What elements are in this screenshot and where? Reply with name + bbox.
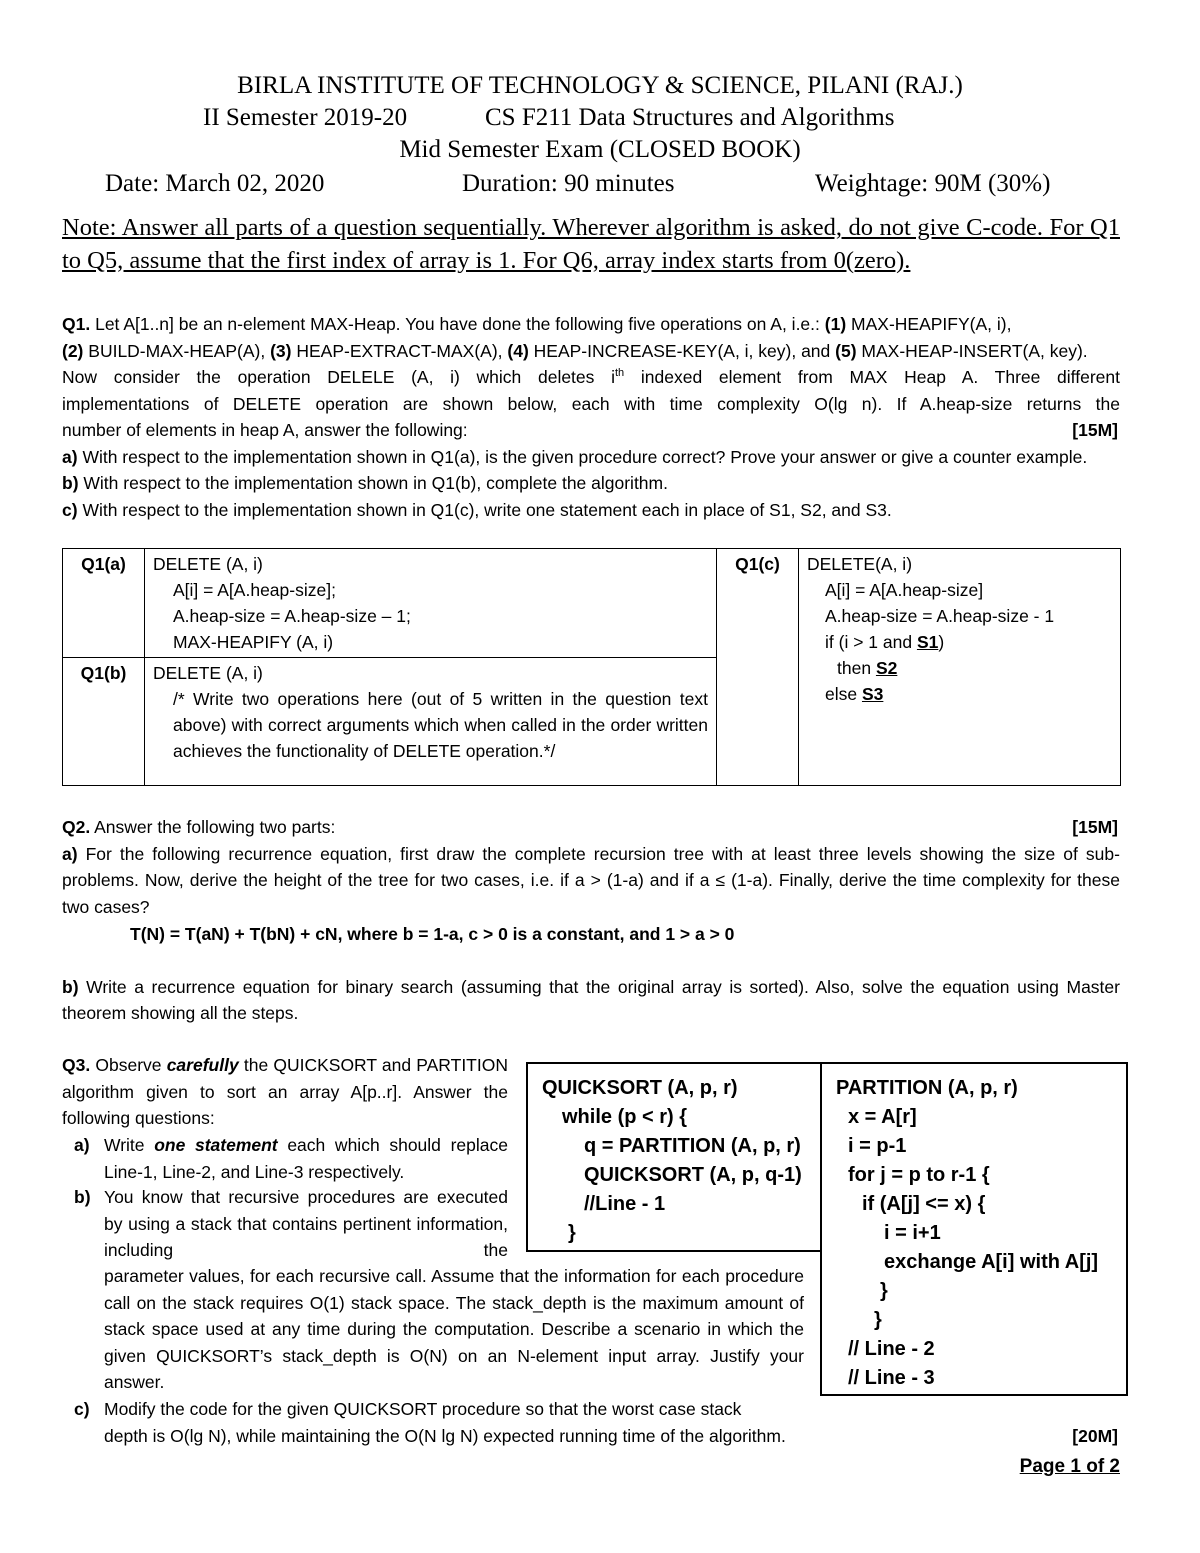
pt-line: } [874,1309,882,1331]
recurrence-equation: T(N) = T(aN) + T(bN) + cN, where b = 1-a, c > 0 is a constant, and 1 > a > 0 [130,924,735,944]
qs-line: q = PARTITION (A, p, r) [584,1135,801,1157]
q2b-label: b) [62,976,79,997]
op1-num: (1) [824,314,847,334]
op3-text: HEAP-EXTRACT-MAX(A), [296,340,503,361]
q1c-if: if (i > 1 and [825,632,917,652]
q1-intro [62,311,1120,523]
q3c-label: c) [74,1399,90,1419]
course-name: CS F211 Data Structures and Algorithms [485,104,895,131]
q1a-label: a) [62,446,78,467]
q2-number: Q2. [62,817,91,837]
s2-blank: S2 [875,658,898,678]
s3-blank: S3 [861,684,884,704]
exam-title: Mid Semester Exam (CLOSED BOOK) [399,136,801,163]
q1c-line: A.heap-size = A.heap-size - 1 [825,606,1055,626]
pt-line: exchange A[i] with A[j] [884,1251,1099,1273]
q1-line5: number of elements in heap A, answer the following: [62,420,468,440]
q2-block [62,814,1120,1027]
exam-note: Note: Answer all parts of a question sequentially. Wherever algorithm is asked, do not give C-code. For Q1 to Q5, assume that the first index of array is 1. For Q6, array index starts from 0(zero). [62,214,1120,274]
q3b-label: b) [74,1187,91,1207]
q1c-paren: ) [938,632,945,652]
q3-intro2: the QUICKSORT and PARTITION algorithm given to sort an array A[p..r]. Answer the following questions: [62,1055,508,1128]
q1a-line: A[i] = A[A.heap-size]; [173,580,336,600]
q3a-block [62,1132,508,1185]
q1c-line: A[i] = A[A.heap-size] [825,580,984,600]
q1b-label: b) [62,473,79,493]
pt-line: for j = p to r-1 { [848,1164,990,1186]
q1c-line: DELETE(A, i) [807,554,913,574]
pt-line: } [880,1280,888,1302]
q3a-label: a) [74,1135,90,1155]
q2-marks: [15M] [1072,817,1118,837]
quicksort-box [526,1062,822,1252]
q1c-else: else [825,684,862,704]
pt-line: x = A[r] [848,1106,917,1128]
q3b-top [62,1184,508,1264]
q1-line3b: indexed element from MAX Heap A. Three different [640,367,1120,387]
op1-text: MAX-HEAPIFY(A, i), [851,314,1012,334]
q3b-top-text: You know that recursive procedures are executed by using a stack that contains pertinent information, including the [104,1187,508,1260]
q1c-label: c) [62,499,78,520]
q1c-line [807,655,1112,681]
q3-carefully: carefully [166,1055,239,1075]
op4-num: (4) [507,340,529,361]
q1c-cell-label: Q1(c) [717,549,799,786]
q3-marks: [20M] [1072,1425,1118,1446]
partition-box [820,1062,1128,1396]
q3a-emph: one statement [154,1135,278,1155]
q1b-comment: /* Write two operations here (out of 5 written in the question text above) with correct arguments which when called in the order written achieves the functionality of DELETE operation.*/ [173,689,708,761]
q1-intro-text: Let A[1..n] be an n-element MAX-Heap. You have done the following five operations on A, i.e.: [95,314,820,334]
op4-text: HEAP-INCREASE-KEY(A, i, key), and [533,340,831,361]
op5-text: MAX-HEAP-INSERT(A, key). [861,340,1088,361]
q1a-code [145,549,717,658]
q1-line4: implementations of DELETE operation are shown below, each with time complexity O(lg n). If A.heap-size returns the [62,393,1120,414]
qs-line: while (p < r) { [562,1106,688,1128]
q1c-then: then [837,658,876,678]
qs-line: } [568,1222,576,1244]
op2-text: BUILD-MAX-HEAP(A), [88,340,266,361]
q1-table [62,548,1121,786]
page-number: Page 1 of 2 [1019,1456,1120,1477]
qs-line: //Line - 1 [584,1193,666,1215]
q3b-rest: parameter values, for each recursive call. Assume that the information for each procedure call on the stack requires O(1) stack space. The stack_depth is the maximum amount of stack space used at any time during the computation. Describe a scenario in which the given QUICKSORT’s stack_depth is O(N) on an N-element input array. Justify your answer. [104,1266,804,1392]
q1c-code [799,549,1121,786]
q3c-line1: Modify the code for the given QUICKSORT procedure so that the worst case stack [104,1399,742,1419]
q1b-cell-label: Q1(b) [63,658,145,786]
q3c-block [62,1396,1120,1449]
q1-line3a: Now consider the operation DELELE (A, i) which deletes i [62,367,615,387]
op3-num: (3) [270,340,292,361]
q1a-cell-label: Q1(a) [63,549,145,658]
q1-sup: th [615,367,625,380]
institute-title: BIRLA INSTITUTE OF TECHNOLOGY & SCIENCE, PILANI (RAJ.) [237,72,963,99]
pt-line: if (A[j] <= x) { [862,1193,986,1215]
s1-blank: S1 [916,632,939,652]
pt-line: i = i+1 [884,1222,941,1244]
q2a-label: a) [62,843,78,864]
q3-intro [62,1052,508,1132]
op5-num: (5) [835,340,857,361]
q1c-text: With respect to the implementation shown in Q1(c), write one statement each in place of S1, S2, and S3. [82,499,892,520]
q1b-line: DELETE (A, i) [153,663,263,683]
exam-duration: Duration: 90 minutes [462,170,675,197]
q2b-text: Write a recurrence equation for binary search (assuming that the original array is sorted). Also, solve the equation using Master theorem showing all the steps. [62,976,1120,1023]
q3-number: Q3. [62,1055,91,1075]
q2a-text: For the following recurrence equation, first draw the complete recursion tree with at least three levels showing the size of sub-problems. Now, derive the height of the tree for two cases, i.e. if a > (1-a) and if a ≤ (1-a). Finally, derive the time complexity for these two cases? [62,843,1120,917]
q1b-text: With respect to the implementation shown in Q1(b), complete the algorithm. [83,473,668,493]
q1b-code [145,658,717,786]
q1-marks: [15M] [1072,420,1118,440]
q2-intro: Answer the following two parts: [94,817,336,837]
pt-line: // Line - 2 [848,1338,935,1360]
q1a-line: A.heap-size = A.heap-size – 1; [173,606,411,626]
q1c-line [807,629,1112,655]
q1-number: Q1. [62,314,91,334]
exam-date: Date: March 02, 2020 [105,170,325,197]
q3c-line2: depth is O(lg N), while maintaining the O(N lg N) expected running time of the algorithm. [104,1425,786,1446]
op2-num: (2) [62,340,84,361]
qs-line: QUICKSORT (A, p, q-1) [584,1164,802,1186]
q3a-t1: Write [104,1135,145,1155]
semester: II Semester 2019-20 [203,104,408,131]
q1c-line [807,681,1112,707]
q1a-line: DELETE (A, i) [153,554,263,574]
q1a-line: MAX-HEAPIFY (A, i) [173,632,334,652]
pt-line: // Line - 3 [848,1367,935,1389]
q3a-t2: each which should replace Line-1, Line-2, and Line-3 respectively. [104,1135,508,1182]
pt-line: i = p-1 [848,1135,907,1157]
q3-intro1: Observe [95,1055,162,1075]
pt-line: PARTITION (A, p, r) [836,1077,1018,1099]
exam-weightage: Weightage: 90M (30%) [815,170,1051,197]
qs-line: QUICKSORT (A, p, r) [542,1077,738,1099]
q1a-text: With respect to the implementation shown in Q1(a), is the given procedure correct? Prove your answer or give a counter example. [82,446,1088,467]
